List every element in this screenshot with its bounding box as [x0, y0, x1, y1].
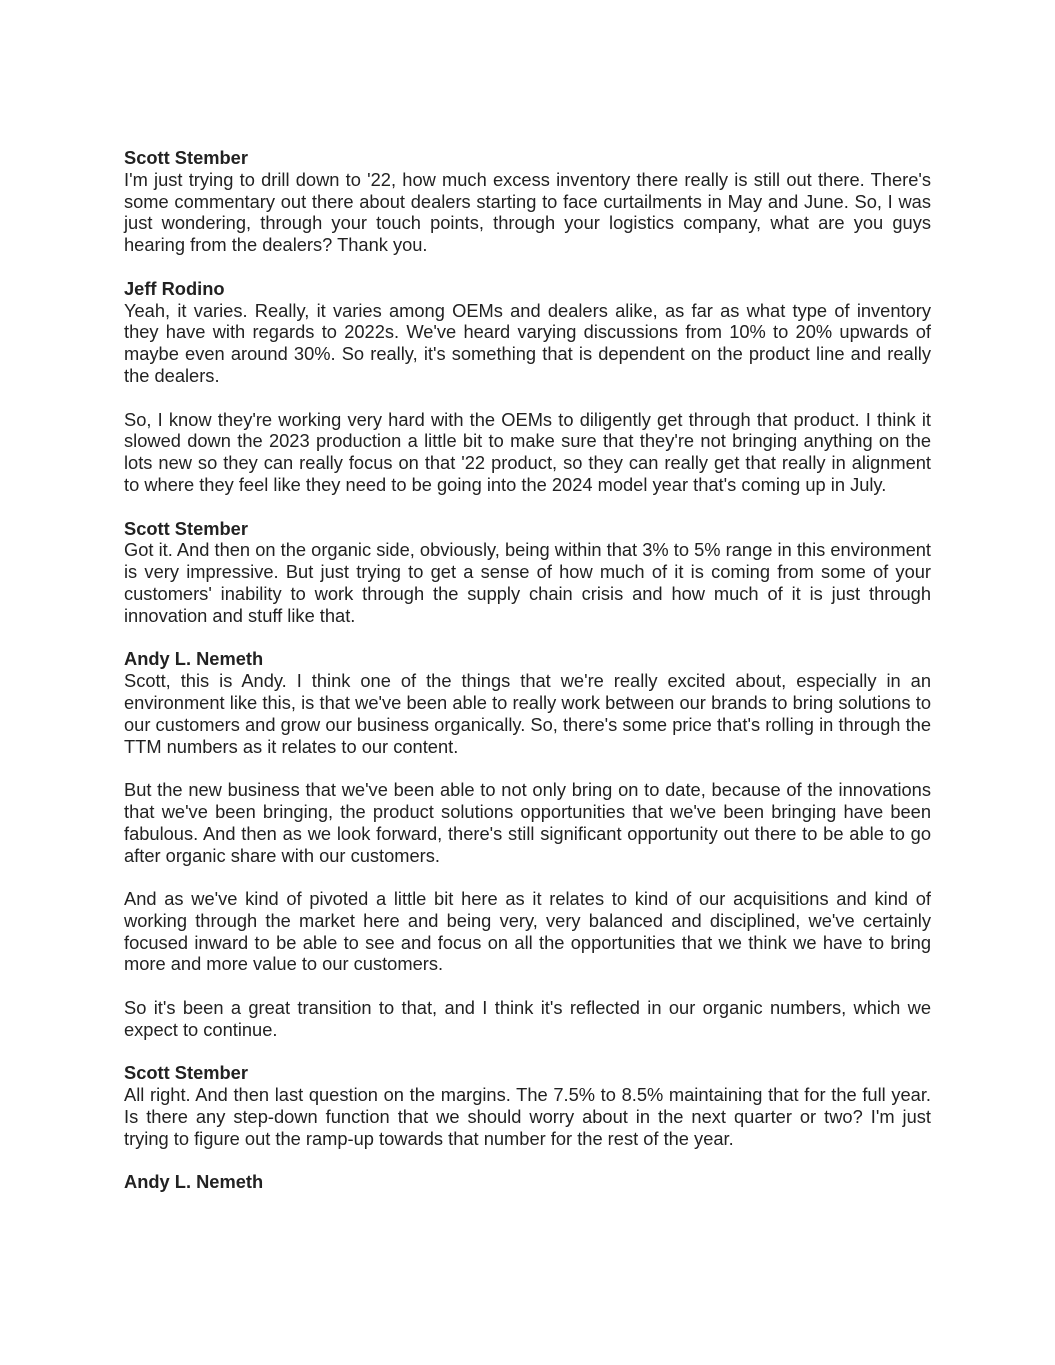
paragraph-gap — [124, 757, 931, 779]
paragraph-gap — [124, 387, 931, 409]
speaker-name: Andy L. Nemeth — [124, 648, 264, 670]
paragraph-gap — [124, 975, 931, 997]
speaker-paragraph: Scott, this is Andy. I think one of the things that we're really excited about, especially in an environment like this, is that we've been able to really work between our brands to bring solutions to our customers and grow our business organically. So, there's some price that's rolling in through the TTM numbers as it relates to our content. — [124, 670, 931, 757]
speaker-name: Scott Stember — [124, 517, 248, 539]
speaker-paragraph: All right. And then last question on the margins. The 7.5% to 8.5% maintaining that for the full year. Is there any step-down function that we should worry about in the next quarter or two? I'm just trying to figure out the ramp-up towards that number for the rest of the year. — [124, 1084, 931, 1149]
speaker-paragraph: But the new business that we've been able to not only bring on to date, because of the innovations that we've been bringing, the product solutions opportunities that we've been bringing have been fabulous. And then as we look forward, there's still significant opportunity out there to be able to go after organic share with our customers. — [124, 779, 931, 866]
paragraph-gap — [124, 1041, 931, 1063]
speaker-name: Jeff Rodino — [124, 277, 225, 299]
speaker-name: Andy L. Nemeth — [124, 1171, 264, 1193]
paragraph-gap — [124, 1150, 931, 1172]
speaker-paragraph: And as we've kind of pivoted a little bit here as it relates to kind of our acquisitions and kind of working through the market here and being very, very balanced and disciplined, we've certainly focused inward to be able to see and focus on all the opportunities that we think we have to bring more and more value to our customers. — [124, 888, 931, 975]
speaker-paragraph: So it's been a great transition to that, and I think it's reflected in our organic numbers, which we expect to continue. — [124, 997, 931, 1040]
speaker-paragraph: So, I know they're working very hard with the OEMs to diligently get through that product. I think it slowed down the 2023 production a little bit to make sure that they're not bringing anything on the lots new so they can really focus on that '22 product, so they can really get that really in alignment to where they feel like they need to be going into the 2024 model year that's coming up in July. — [124, 408, 931, 495]
paragraph-gap — [124, 256, 931, 278]
speaker-paragraph: Got it. And then on the organic side, obviously, being within that 3% to 5% range in this environment is very impressive. But just trying to get a sense of how much of it is coming from some of your customers' inability to work through the supply chain crisis and how much of it is just through innovation and stuff like that. — [124, 539, 931, 626]
paragraph-gap — [124, 627, 931, 649]
transcript-page — [124, 147, 931, 1193]
speaker-name: Scott Stember — [124, 1062, 248, 1084]
speaker-paragraph: I'm just trying to drill down to '22, how much excess inventory there really is still out there. There's some commentary out there about dealers starting to face curtailments in May and June. So, I was just wondering, through your touch points, through your logistics company, what are you guys hearing from the dealers? Thank you. — [124, 168, 931, 256]
speaker-name: Scott Stember — [124, 147, 248, 168]
paragraph-gap — [124, 866, 931, 888]
paragraph-gap — [124, 496, 931, 518]
speaker-paragraph: Yeah, it varies. Really, it varies among OEMs and dealers alike, as far as what type of inventory they have with regards to 2022s. We've heard varying discussions from 10% to 20% upwards of maybe even around 30%. So really, it's something that is dependent on the product line and really the dealers. — [124, 299, 931, 386]
